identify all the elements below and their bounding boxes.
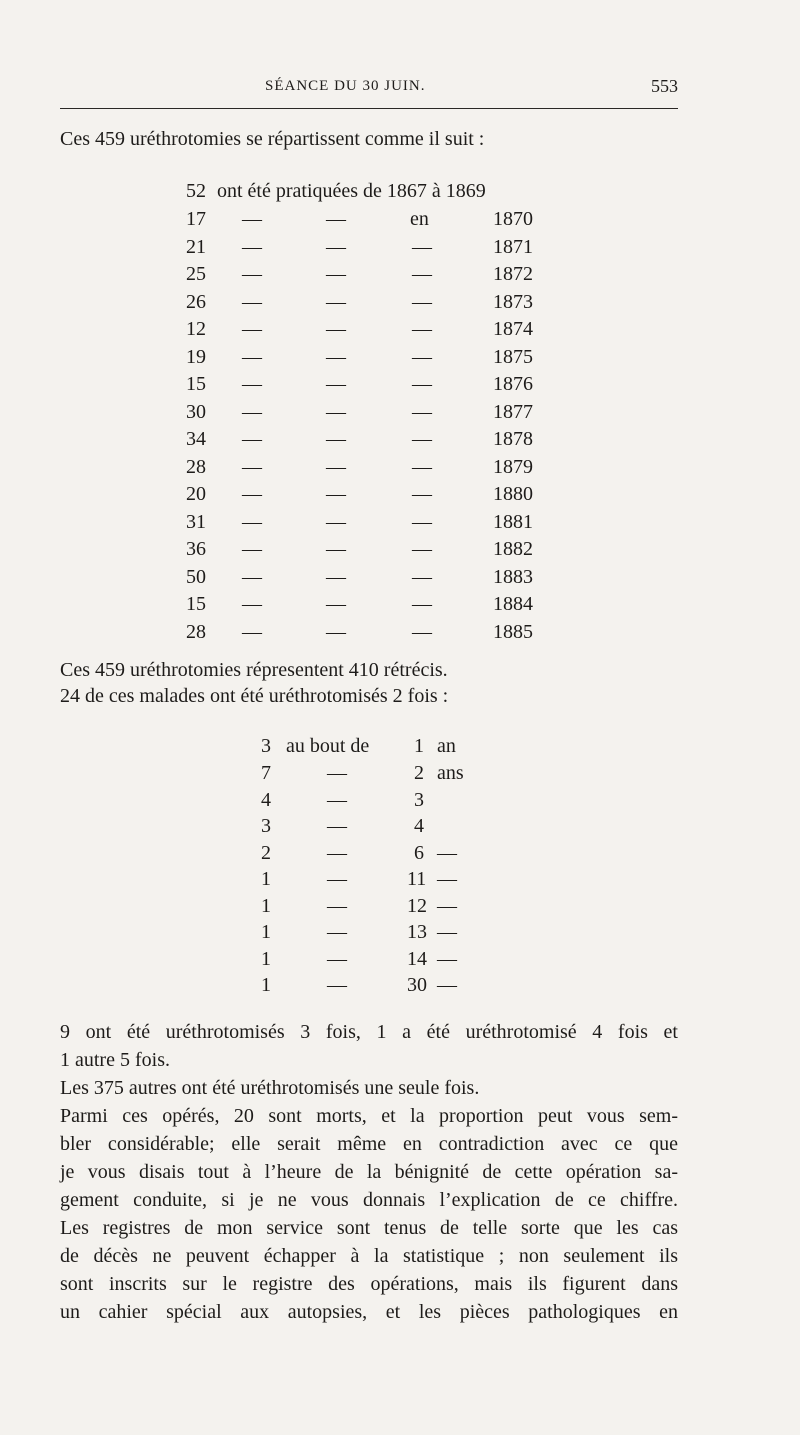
sub-row-num: 14 [407, 947, 427, 970]
year-row-count: 25 [186, 263, 206, 285]
sub-row [0, 921, 800, 949]
year-row-dash-1: — [242, 318, 262, 340]
body-line: de décès ne peuvent échapper à la statistique ; non seulement ils [60, 1245, 678, 1267]
year-row-dash-2: — [326, 400, 346, 423]
year-row-dash-2: — [326, 318, 346, 340]
sub-row-count: 2 [261, 841, 271, 864]
year-row-year: 1884 [493, 593, 533, 615]
sub-row [0, 789, 800, 817]
year-row-mid: — [412, 620, 432, 643]
year-row-year: 1885 [493, 620, 533, 643]
year-row [0, 456, 800, 484]
sub-num: 1 [414, 735, 424, 757]
sub-row-num: 11 [407, 868, 427, 890]
year-row-dash-1: — [242, 290, 262, 313]
year-row-dash-1: — [242, 400, 262, 423]
sub-row-dash: — [327, 815, 347, 837]
year-row-year: 1880 [493, 483, 533, 505]
sub-row-count: 1 [261, 868, 271, 890]
running-title: SÉANCE DU 30 JUIN. [265, 78, 426, 94]
body-text [60, 1018, 678, 1326]
body-line: je vous disais tout à l’heure de la bénignité de cette opération sa- [60, 1161, 678, 1183]
sub-row-count: 1 [261, 921, 271, 943]
year-row-dash-2: — [326, 620, 346, 643]
sub-row-dash: — [327, 788, 347, 811]
year-row-mid: — [412, 428, 432, 450]
year-row-mid: en [410, 208, 429, 230]
intro-line: Ces 459 uréthrotomies se répartissent comme il suit : [60, 128, 485, 150]
sub-row [0, 815, 800, 843]
year-row [0, 236, 800, 264]
sub-row-unit: ans [437, 762, 464, 784]
sub-row-unit: — [437, 894, 457, 917]
sub-row [0, 842, 800, 870]
years-count: 52 [186, 180, 206, 202]
year-row-count: 15 [186, 373, 206, 395]
year-row-dash-2: — [326, 538, 346, 560]
sub-row [0, 974, 800, 1002]
sub-row-count: 1 [261, 894, 271, 917]
sub-row-count: 7 [261, 762, 271, 784]
year-row-dash-1: — [242, 593, 262, 615]
year-row-dash-2: — [326, 428, 346, 450]
year-row-count: 26 [186, 290, 206, 313]
sub-row-num: 12 [407, 894, 427, 917]
summary-line-1: Ces 459 uréthrotomies répresentent 410 rétrécis. [60, 659, 448, 681]
sub-row-count: 1 [261, 974, 271, 996]
sub-row-dash: — [327, 894, 347, 917]
body-line: Les 375 autres ont été uréthrotomisés une seule fois. [60, 1077, 480, 1099]
year-row-count: 36 [186, 538, 206, 560]
body-line: Parmi ces opérés, 20 sont morts, et la proportion peut vous sem- [60, 1105, 678, 1127]
year-row-mid: — [412, 593, 432, 615]
year-row-mid: — [412, 400, 432, 423]
year-row [0, 538, 800, 566]
sub-row-dash: — [327, 974, 347, 996]
year-row-count: 20 [186, 483, 206, 505]
year-row-dash-1: — [242, 345, 262, 368]
year-row-dash-2: — [326, 263, 346, 285]
year-row-year: 1871 [493, 235, 533, 258]
year-row-mid: — [412, 235, 432, 258]
sub-unit: an [437, 735, 456, 757]
body-line: Les registres de mon service sont tenus de telle sorte que les cas [60, 1217, 678, 1239]
sub-row-unit: — [437, 947, 457, 970]
year-row-mid: — [412, 290, 432, 313]
year-row-dash-1: — [242, 235, 262, 258]
year-row-mid: — [412, 263, 432, 285]
year-row-year: 1883 [493, 565, 533, 588]
year-row-count: 19 [186, 345, 206, 368]
sub-row [0, 762, 800, 790]
year-row-count: 28 [186, 620, 206, 643]
sub-text: au bout de [286, 735, 370, 757]
year-row-year: 1872 [493, 263, 533, 285]
sub-row-num: 4 [414, 815, 424, 837]
year-row [0, 373, 800, 401]
year-row-year: 1870 [493, 208, 533, 230]
year-row-year: 1881 [493, 510, 533, 533]
page-header [60, 70, 678, 110]
year-row-dash-2: — [326, 593, 346, 615]
year-row [0, 511, 800, 539]
year-row-dash-2: — [326, 510, 346, 533]
year-row-count: 17 [186, 208, 206, 230]
year-row [0, 346, 800, 374]
year-row-dash-2: — [326, 483, 346, 505]
year-row-mid: — [412, 483, 432, 505]
year-row-dash-2: — [326, 345, 346, 368]
body-line: bler considérable; elle serait même en contradiction avec ce que [60, 1133, 678, 1155]
sub-row-num: 2 [414, 762, 424, 784]
year-row [0, 208, 800, 236]
sub-first-row [0, 735, 800, 763]
sub-count: 3 [261, 735, 271, 757]
year-row-dash-2: — [326, 565, 346, 588]
sub-row-count: 4 [261, 788, 271, 811]
sub-row-count: 3 [261, 815, 271, 837]
year-row-dash-1: — [242, 510, 262, 533]
year-row-mid: — [412, 318, 432, 340]
year-row-dash-1: — [242, 483, 262, 505]
year-row-year: 1873 [493, 290, 533, 313]
sub-row-dash: — [327, 841, 347, 864]
year-row-count: 30 [186, 400, 206, 423]
sub-row-num: 13 [407, 921, 427, 943]
year-row [0, 428, 800, 456]
years-text: ont été pratiquées de 1867 à 1869 [217, 180, 486, 202]
sub-row-count: 1 [261, 947, 271, 970]
body-line: gement conduite, si je ne vous donnais l’explication de ce chiffre. [60, 1189, 678, 1211]
sub-row-dash: — [327, 762, 347, 784]
sub-row-unit: — [437, 841, 457, 864]
body-line: un cahier spécial aux autopsies, et les pièces pathologiques en [60, 1301, 678, 1323]
year-row-year: 1882 [493, 538, 533, 560]
sub-row-unit: — [437, 921, 457, 943]
year-row-count: 50 [186, 565, 206, 588]
year-row-dash-1: — [242, 208, 262, 230]
year-row-dash-1: — [242, 538, 262, 560]
sub-row-num: 6 [414, 841, 424, 864]
year-row-mid: — [412, 345, 432, 368]
sub-row-dash: — [327, 921, 347, 943]
year-row-count: 15 [186, 593, 206, 615]
year-row-dash-2: — [326, 373, 346, 395]
year-row-count: 34 [186, 428, 206, 450]
year-row-year: 1879 [493, 455, 533, 478]
body-line: 1 autre 5 fois. [60, 1049, 170, 1071]
year-row-mid: — [412, 455, 432, 478]
year-row [0, 401, 800, 429]
year-row-mid: — [412, 373, 432, 395]
year-row-mid: — [412, 565, 432, 588]
page-number: 553 [651, 76, 678, 96]
year-row-count: 28 [186, 455, 206, 478]
year-row-count: 21 [186, 235, 206, 258]
year-row [0, 263, 800, 291]
sub-row [0, 868, 800, 896]
year-row-dash-1: — [242, 428, 262, 450]
year-row-count: 31 [186, 510, 206, 533]
year-row-count: 12 [186, 318, 206, 340]
year-row-mid: — [412, 510, 432, 533]
year-row [0, 318, 800, 346]
year-row-year: 1877 [493, 400, 533, 423]
year-row-year: 1876 [493, 373, 533, 395]
year-row [0, 621, 800, 649]
years-first-row [0, 180, 800, 208]
year-row-dash-1: — [242, 565, 262, 588]
year-row-dash-1: — [242, 373, 262, 395]
sub-row-num: 3 [414, 788, 424, 811]
year-row-dash-2: — [326, 235, 346, 258]
header-rule [60, 108, 678, 109]
year-row-dash-2: — [326, 455, 346, 478]
sub-row [0, 895, 800, 923]
year-row-year: 1874 [493, 318, 533, 340]
body-line: sont inscrits sur le registre des opérations, mais ils figurent dans [60, 1273, 678, 1295]
year-row-dash-1: — [242, 620, 262, 643]
year-row [0, 593, 800, 621]
sub-row-unit: — [437, 868, 457, 890]
year-row [0, 291, 800, 319]
sub-row-unit: — [437, 974, 457, 996]
sub-row-num: 30 [407, 974, 427, 996]
year-row [0, 566, 800, 594]
year-row [0, 483, 800, 511]
year-row-dash-2: — [326, 290, 346, 313]
year-row-dash-2: — [326, 208, 346, 230]
year-row-year: 1878 [493, 428, 533, 450]
body-line: 9 ont été uréthrotomisés 3 fois, 1 a été uréthrotomisé 4 fois et [60, 1021, 678, 1043]
year-row-dash-1: — [242, 455, 262, 478]
sub-row [0, 948, 800, 976]
sub-row-dash: — [327, 947, 347, 970]
summary-line-2: 24 de ces malades ont été uréthrotomisés 2 fois : [60, 685, 449, 707]
year-row-mid: — [412, 538, 432, 560]
sub-row-dash: — [327, 868, 347, 890]
year-row-year: 1875 [493, 345, 533, 368]
year-row-dash-1: — [242, 263, 262, 285]
